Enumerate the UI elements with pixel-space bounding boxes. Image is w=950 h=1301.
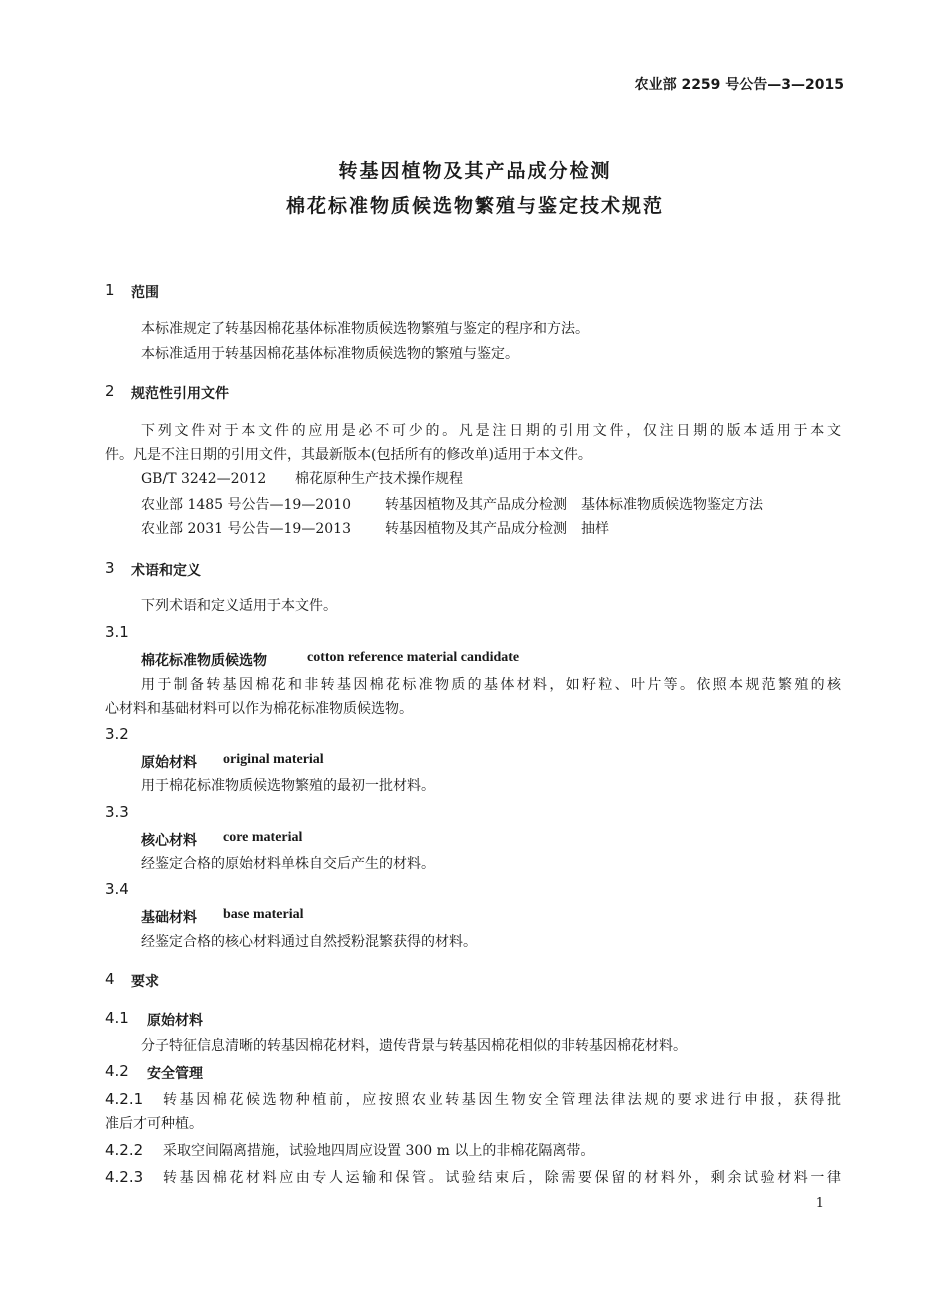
clause-4-2-1-number: 4.2.1 xyxy=(105,1090,144,1108)
term-3-1-english: cotton reference material candidate xyxy=(307,650,520,665)
clause-4-2-2-text: 采取空间隔离措施，试验地四周应设置 300 m 以上的非棉花隔离带。 xyxy=(163,1143,595,1159)
term-3-4-chinese: 基础材料 xyxy=(141,910,197,926)
title-line-1: 转基因植物及其产品成分检测 xyxy=(338,160,612,182)
section-2-title: 规范性引用文件 xyxy=(131,386,229,402)
clause-4-2-3-text: 转基因棉花材料应由专人运输和保管。试验结束后，除需要保留的材料外，剩余试验材料一律 xyxy=(163,1170,841,1186)
clause-4-2-1-line-1: 转基因棉花候选物种植前，应按照农业转基因生物安全管理法律法规的要求进行申报，获得批 xyxy=(163,1092,841,1108)
term-3-1-definition-line-1: 用于制备转基因棉花和非转基因棉花标准物质的基体材料，如籽粒、叶片等。依照本规范繁殖的核 xyxy=(141,677,841,693)
reference-3-title: 转基因植物及其产品成分检测 抽样 xyxy=(385,521,609,537)
term-3-1-definition-line-2: 心材料和基础材料可以作为棉花标准物质候选物。 xyxy=(105,701,413,717)
clause-4-2-1-line-2: 准后才可种植。 xyxy=(105,1116,203,1132)
subsection-4-1-number: 4.1 xyxy=(105,1009,129,1027)
section-4-number: 4 xyxy=(105,970,115,988)
subsection-4-2-title: 安全管理 xyxy=(147,1066,203,1082)
term-3-2-english: original material xyxy=(223,752,324,767)
clause-4-2-3-number: 4.2.3 xyxy=(105,1168,144,1186)
term-3-2-number: 3.2 xyxy=(105,725,129,743)
subsection-4-1-title: 原始材料 xyxy=(147,1013,203,1029)
reference-1-code: GB/T 3242—2012 xyxy=(141,471,267,487)
subsection-4-2-number: 4.2 xyxy=(105,1062,129,1080)
section-2-paragraph-line-1: 下列文件对于本文件的应用是必不可少的。凡是注日期的引用文件，仅注日期的版本适用于本文 xyxy=(141,423,841,439)
term-3-4-english: base material xyxy=(223,907,304,922)
section-2-paragraph-line-2: 件。凡是不注日期的引用文件，其最新版本(包括所有的修改单)适用于本文件。 xyxy=(105,447,592,463)
term-3-1-number: 3.1 xyxy=(105,623,129,641)
section-1-paragraph-1: 本标准规定了转基因棉花基体标准物质候选物繁殖与鉴定的程序和方法。 xyxy=(141,321,589,337)
term-3-1-chinese: 棉花标准物质候选物 xyxy=(141,653,267,669)
term-3-2-definition: 用于棉花标准物质候选物繁殖的最初一批材料。 xyxy=(141,778,435,794)
clause-4-2-2-number: 4.2.2 xyxy=(105,1141,144,1159)
term-3-4-definition: 经鉴定合格的核心材料通过自然授粉混繁获得的材料。 xyxy=(141,934,477,950)
section-3-title: 术语和定义 xyxy=(131,563,201,579)
term-3-3-number: 3.3 xyxy=(105,803,129,821)
term-3-2-chinese: 原始材料 xyxy=(141,755,197,771)
reference-2-code: 农业部 1485 号公告—19—2010 xyxy=(141,497,351,513)
reference-1-title: 棉花原种生产技术操作规程 xyxy=(295,471,463,487)
reference-3-code: 农业部 2031 号公告—19—2013 xyxy=(141,521,351,537)
section-4-title: 要求 xyxy=(131,974,159,990)
document-code-header: 农业部 2259 号公告—3—2015 xyxy=(634,77,844,93)
section-1-paragraph-2: 本标准适用于转基因棉花基体标准物质候选物的繁殖与鉴定。 xyxy=(141,346,519,362)
term-3-3-definition: 经鉴定合格的原始材料单株自交后产生的材料。 xyxy=(141,856,435,872)
page-number: 1 xyxy=(815,1196,824,1211)
section-1-title: 范围 xyxy=(131,285,159,301)
term-3-3-chinese: 核心材料 xyxy=(141,833,197,849)
section-3-number: 3 xyxy=(105,559,115,577)
title-line-2: 棉花标准物质候选物繁殖与鉴定技术规范 xyxy=(285,195,664,217)
section-1-number: 1 xyxy=(105,281,115,299)
section-2-number: 2 xyxy=(105,382,115,400)
term-3-3-english: core material xyxy=(223,830,303,845)
reference-2-title: 转基因植物及其产品成分检测 基体标准物质候选物鉴定方法 xyxy=(385,497,763,513)
subsection-4-1-text: 分子特征信息清晰的转基因棉花材料，遗传背景与转基因棉花相似的非转基因棉花材料。 xyxy=(141,1038,687,1054)
section-3-intro: 下列术语和定义适用于本文件。 xyxy=(141,598,337,614)
term-3-4-number: 3.4 xyxy=(105,880,129,898)
